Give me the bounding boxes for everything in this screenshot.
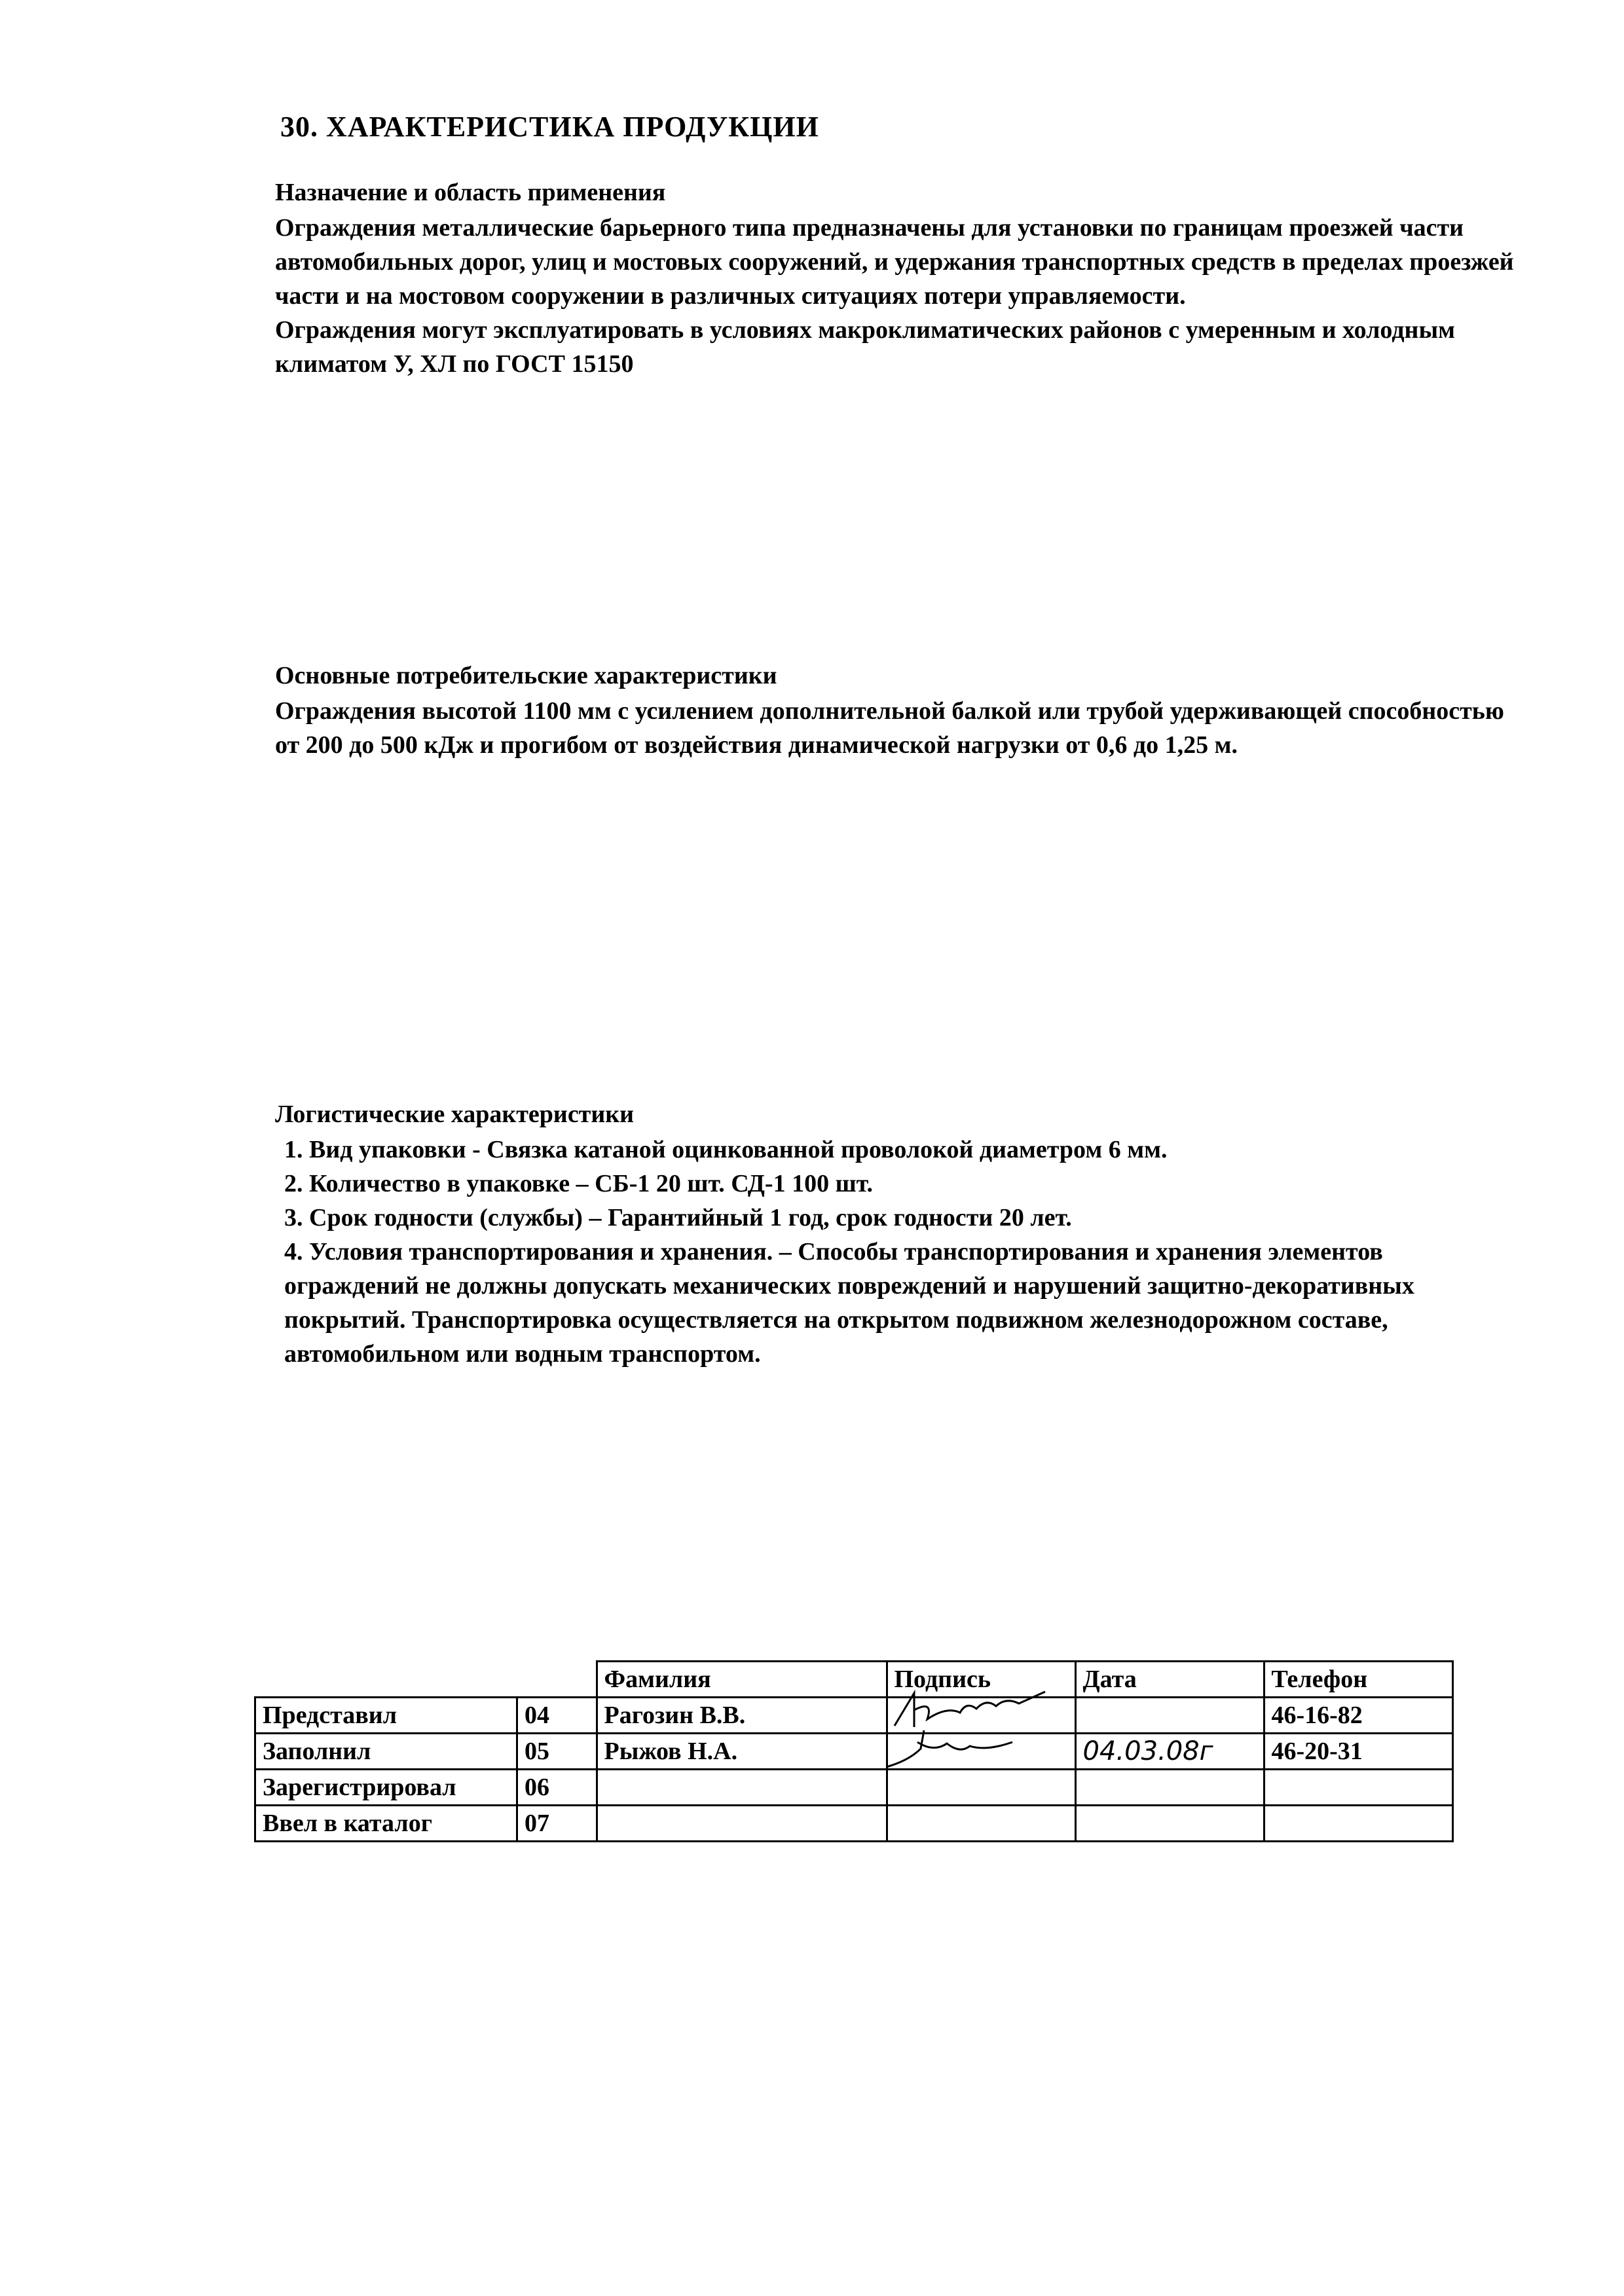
empty-cell — [517, 1662, 597, 1698]
role-cell: Зарегистрировал — [255, 1770, 517, 1806]
empty-cell — [255, 1662, 517, 1698]
code-cell: 04 — [517, 1698, 597, 1734]
paragraph: Ограждения металлические барьерного типа предназначены для установки по границам проезжей части автомобильных дорог, улиц и мостовых сооружений, и удержания транспортных средств в пределах проезжей части и на мостовом сооружении в различных ситуациях потери управляемости. — [275, 214, 1514, 310]
paragraph: Ограждения высотой 1100 мм с усилением дополнительной балкой или трубой удерживающей способностью от 200 до 500 кДж и прогибом от воздействия динамической нагрузки от 0,6 до 1,25 м. — [275, 697, 1504, 759]
date-cell — [1075, 1698, 1264, 1734]
phone-cell: 46-16-82 — [1264, 1698, 1452, 1734]
code-cell: 07 — [517, 1806, 597, 1842]
phone-cell — [1264, 1770, 1452, 1806]
paragraph: Ограждения могут эксплуатировать в условиях макроклиматических районов с умеренным и холодным климатом У, ХЛ по ГОСТ 15150 — [275, 316, 1455, 378]
header-phone: Телефон — [1264, 1662, 1452, 1698]
header-date: Дата — [1075, 1662, 1264, 1698]
code-cell: 05 — [517, 1734, 597, 1770]
phone-cell: 46-20-31 — [1264, 1734, 1452, 1770]
role-cell: Ввел в каталог — [255, 1806, 517, 1842]
header-signature: Подпись — [887, 1662, 1075, 1698]
section-heading: Основные потребительские характеристики — [275, 662, 777, 689]
name-cell: Рагозин В.В. — [597, 1698, 887, 1734]
table-row — [255, 1806, 1453, 1842]
signature-cell — [887, 1806, 1075, 1842]
table-row — [255, 1698, 1453, 1734]
name-cell — [597, 1806, 887, 1842]
table-row — [255, 1734, 1453, 1770]
header-name: Фамилия — [597, 1662, 887, 1698]
list-item: 3. Срок годности (службы) – Гарантийный 1 год, срок годности 20 лет. — [284, 1204, 1072, 1231]
list-item: 2. Количество в упаковке – СБ-1 20 шт. СД-1 100 шт. — [284, 1170, 873, 1197]
signoff-table — [254, 1660, 1454, 1842]
table-header-row — [255, 1662, 1453, 1698]
page-title: 30. ХАРАКТЕРИСТИКА ПРОДУКЦИИ — [280, 111, 819, 143]
role-cell: Представил — [255, 1698, 517, 1734]
signature-cell — [887, 1734, 1075, 1770]
section-logistics — [275, 1100, 1519, 1371]
section-heading: Логистические характеристики — [275, 1101, 635, 1128]
list-item: 1. Вид упаковки - Связка катаной оцинкованной проволокой диаметром 6 мм. — [284, 1136, 1168, 1163]
handwritten-signature — [888, 1722, 1061, 1775]
section-purpose — [275, 178, 1519, 381]
list-item: 4. Условия транспортирования и хранения. – Способы транспортирования и хранения элементов ограждений не должны допускать механических повреждений и нарушений защитно-декоративных покрытий. Транспортировка осуществляется на открытом подвижном железнодорожном составе, автомобильном или водным транспортом. — [284, 1238, 1414, 1368]
date-cell — [1075, 1770, 1264, 1806]
date-cell: 04.03.08г — [1075, 1734, 1264, 1770]
table-row — [255, 1770, 1453, 1806]
name-cell — [597, 1770, 887, 1806]
role-cell: Заполнил — [255, 1734, 517, 1770]
name-cell: Рыжов Н.А. — [597, 1734, 887, 1770]
code-cell: 06 — [517, 1770, 597, 1806]
section-consumer — [275, 661, 1519, 762]
section-heading: Назначение и область применения — [275, 179, 666, 206]
date-cell — [1075, 1806, 1264, 1842]
phone-cell — [1264, 1806, 1452, 1842]
